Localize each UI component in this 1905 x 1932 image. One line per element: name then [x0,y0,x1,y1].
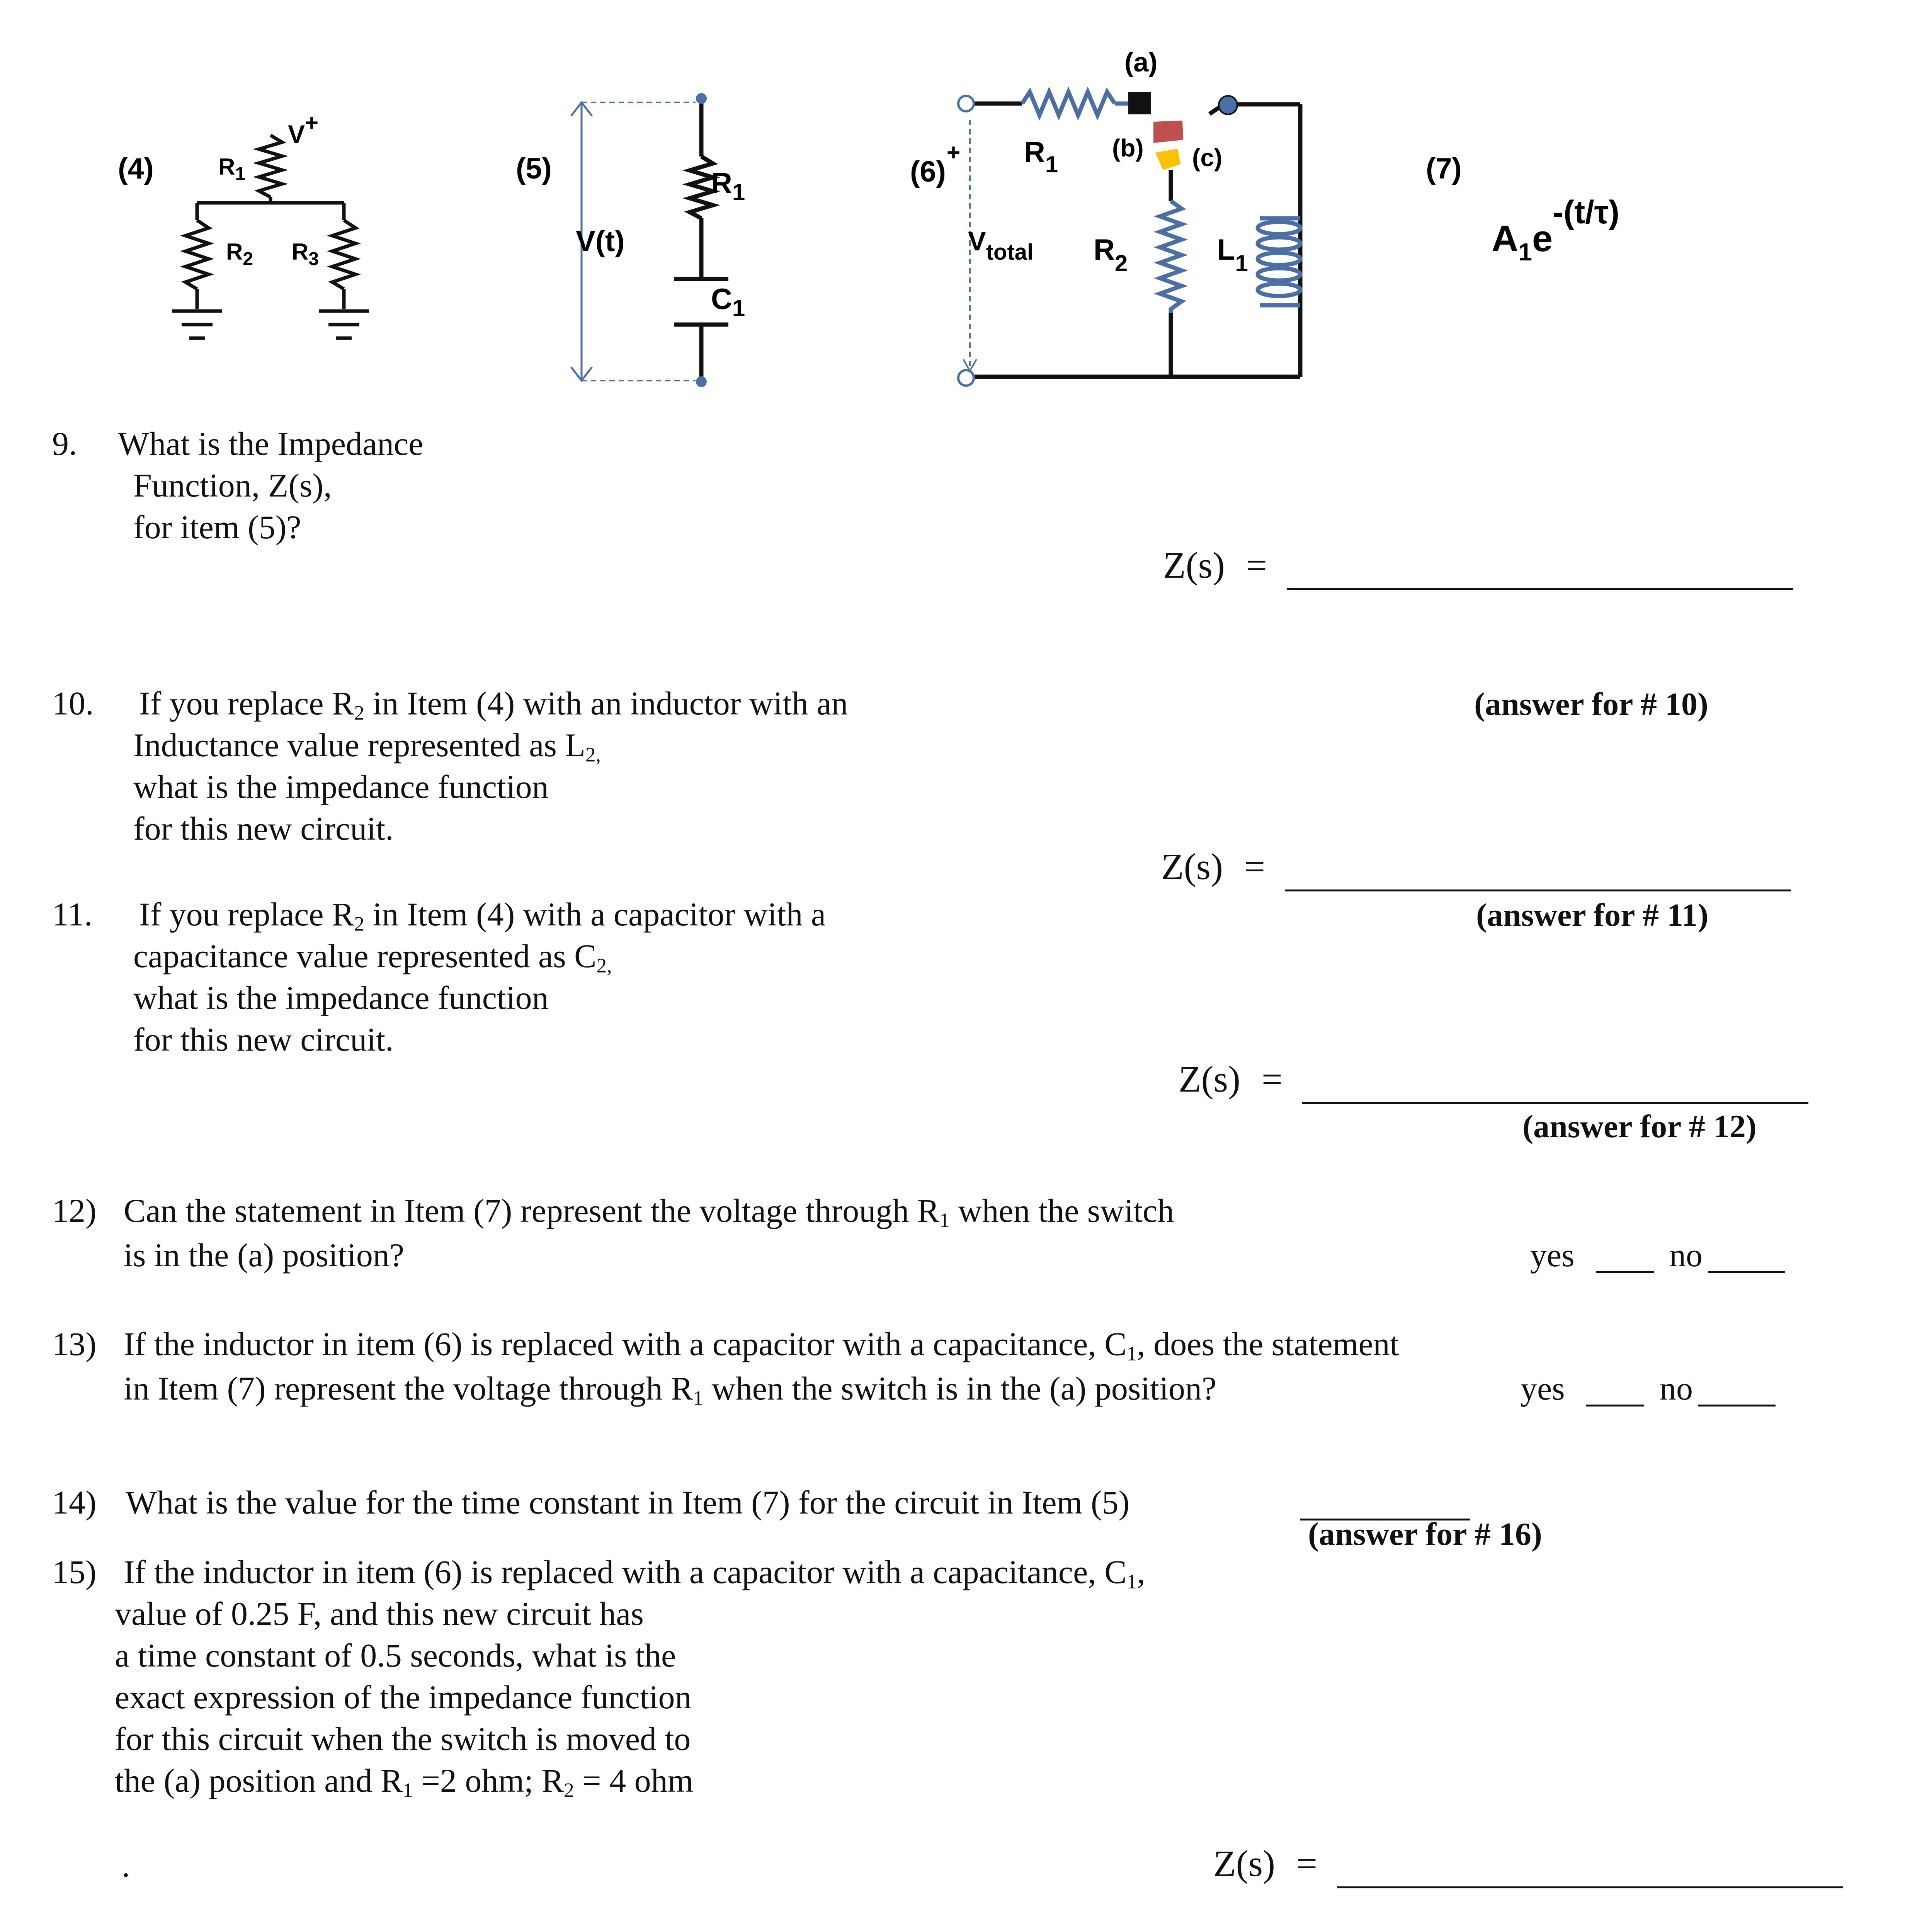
q14-number: 14) [52,1484,97,1521]
q15-equals: = [1296,1843,1318,1884]
item6-plus-label: + [947,139,961,165]
item6-label: (6) [910,155,946,188]
switch-contact-a [1128,92,1151,114]
q15-line6: the (a) position and $R_1 =2$ ohm; $R_2 = 4$ ohm [115,1762,694,1802]
q11-line3: what is the impedance function [133,979,549,1016]
q13-line1: If the inductor in item (6) is replaced with a capacitor with a capacitance, $C_1$, does the statement [124,1325,1399,1365]
item5-vt-label: V(t) [576,225,625,258]
q9-answer-field[interactable] [1287,588,1793,590]
q15-number: 15) [52,1553,97,1590]
r1-resistor [690,156,713,218]
q13-line2: in Item (7) represent the voltage through $R_1$ when the switch is in the (a) position? [124,1370,1217,1410]
q10-zs-label: Z(s) [1161,846,1223,887]
r2-resistor [1160,201,1182,313]
item6-l1-label: $L_1$ [1217,233,1248,276]
q12-line2: is in the (a) position? [124,1236,405,1274]
q9-line3: for item (5)? [133,509,301,546]
q10-line3: what is the impedance function [133,768,549,805]
q14-answer-label: (answer for # 16) [1308,1516,1542,1552]
q13-yes-field[interactable] [1586,1405,1644,1406]
q13-yes-label: yes [1521,1370,1565,1407]
r2-resistor [185,220,209,289]
q10-line2: Inductance value represented as $L_{2,}$ [133,726,601,766]
q11-zs-label: Z(s) [1179,1058,1240,1100]
q15-line4: exact expression of the impedance function [115,1679,692,1716]
item7-label: (7) [1426,152,1462,185]
item5-c1-label: $C_1$ [711,283,745,321]
item5-label: (5) [516,152,552,185]
q15-line5: for this circuit when the switch is moved to [115,1720,691,1757]
q12-no-field[interactable] [1708,1271,1785,1273]
q12-yes-field[interactable] [1596,1271,1654,1273]
q11-equals: = [1262,1058,1283,1100]
q12-number: 12) [52,1192,97,1229]
q9-equals: = [1246,544,1267,586]
r1-resistor [1022,92,1115,115]
r3-resistor [332,220,355,289]
q15-line1: If the inductor in item (6) is replaced with a capacitor with a capacitance, $C_1$, [124,1553,1145,1593]
q11-line1: If you replace $R_2$ in Item (4) with a capacitor with a [139,896,826,935]
q10-line1: If you replace $R_2$ in Item (4) with an inductor with an [139,685,848,724]
q12-answer-label: (answer for # 12) [1522,1109,1757,1145]
q10-number: 10. [52,685,94,722]
q15-answer-field[interactable] [1337,1886,1843,1888]
q10-answer-label: (answer for # 10) [1474,686,1708,722]
q13-no-label: no [1660,1370,1693,1407]
item6-r2-label: $R_2$ [1094,233,1128,276]
item7-expression: $A_1e-(t/\tau)$ [1492,194,1620,266]
q10-line4: for this new circuit. [133,810,394,847]
q11-number: 11. [52,896,93,933]
circuit-diagrams [0,0,1905,406]
q11-answer-label: (answer for # 11) [1476,897,1709,933]
circuit-item-4 [172,135,369,338]
item4-r2-label: $R_2$ [226,239,253,269]
switch-contact-c [1155,149,1180,170]
item4-r1-label: $R_1$ [218,154,246,184]
q12-yes-label: yes [1530,1236,1575,1274]
item4-r3-label: $R_3$ [292,239,319,269]
l1-inductor [1258,218,1300,305]
q15-line2: value of 0.25 F, and this new circuit has [115,1595,644,1632]
q15-dot: . [122,1847,130,1884]
q9-number: 9. [52,425,77,462]
q13-number: 13) [52,1325,97,1362]
item4-label: (4) [118,152,154,185]
q12-line1: Can the statement in Item (7) represent the voltage through $R_1$ when the switch [124,1192,1174,1232]
item6-switch-c-label: (c) [1192,144,1223,172]
q10-equals: = [1244,846,1265,887]
r1-resistor [259,135,282,197]
item6-switch-b-label: (b) [1112,134,1144,162]
q11-line4: for this new circuit. [133,1021,394,1058]
item6-vtotal-label: $V_{total}$ [968,226,1034,265]
q11-line2: capacitance value represented as $C_{2,}$ [133,937,612,977]
q15-line3: a time constant of 0.5 seconds, what is the [115,1637,676,1674]
switch-contact-b [1153,121,1183,143]
q13-no-field[interactable] [1698,1405,1776,1406]
q10-answer-field[interactable] [1285,889,1791,891]
q11-answer-field[interactable] [1302,1102,1808,1104]
q12-no-label: no [1669,1236,1703,1274]
q9-line2: Function, Z(s), [133,467,332,504]
q14-line1: What is the value for the time constant in Item (7) for the circuit in Item (5) [126,1484,1130,1521]
q15-zs-label: Z(s) [1213,1843,1275,1884]
item4-vplus-label: V+ [288,110,319,148]
q9-zs-label: Z(s) [1163,544,1225,586]
item6-switch-a-label: (a) [1124,47,1158,77]
q9-line1: What is the Impedance [118,425,424,462]
item5-r1-label: $R_1$ [711,167,745,205]
item6-r1-label: $R_1$ [1024,136,1058,177]
